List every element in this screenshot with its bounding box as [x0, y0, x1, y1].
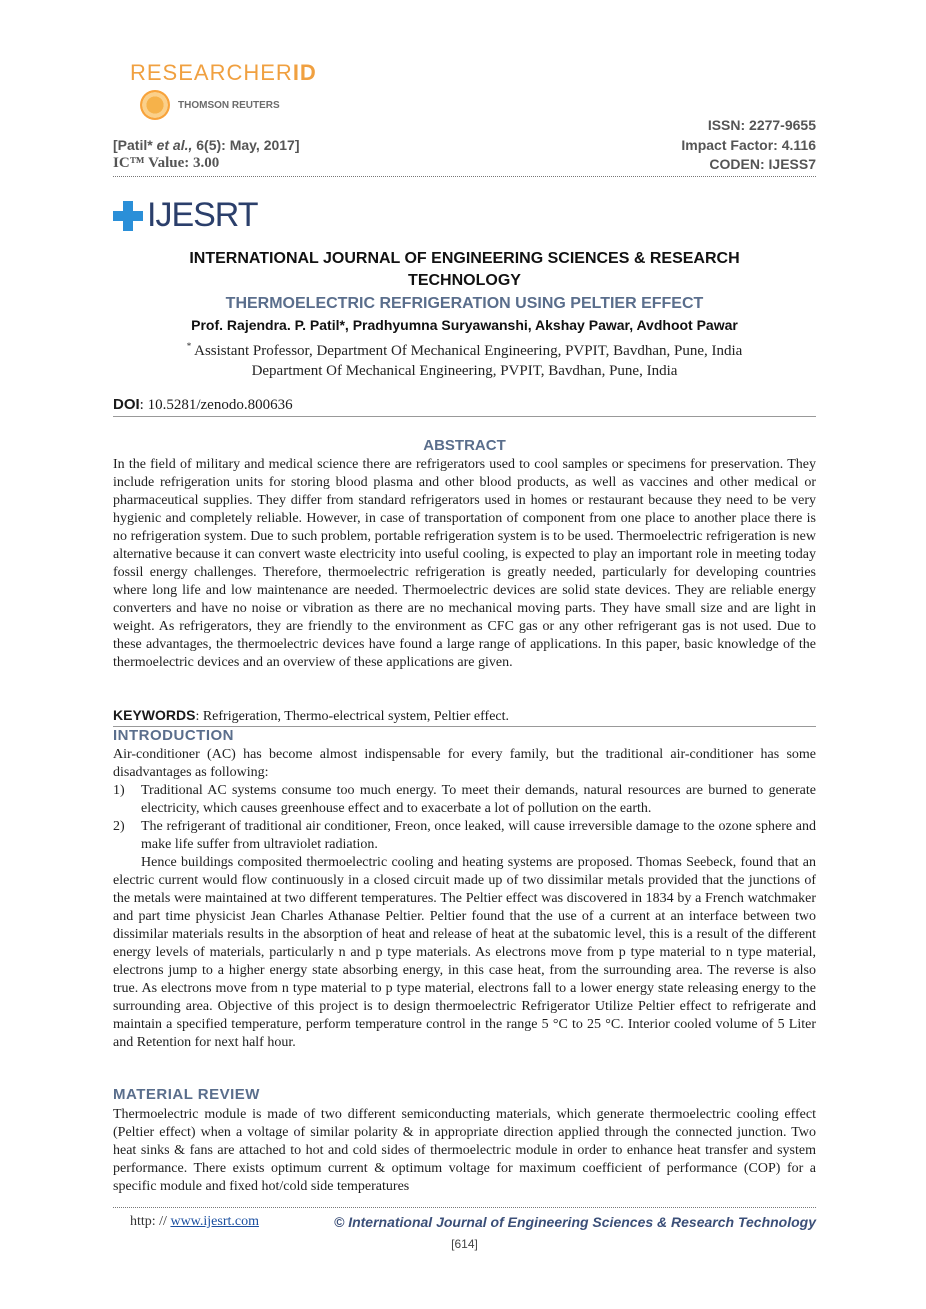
citation: [113, 137, 300, 153]
introduction-paragraph: Hence buildings composited thermoelectric cooling and heating systems are proposed. Thomas Seebeck, found that an electric current would flow continuously in a closed circuit made up of two dissimilar metals provided that the junctions of the metals were maintained at two different temperatures. The Peltier effect was discovered in 1834 by a French watchmaker and part time physicist Jean Charles Athanase Peltier. Peltier found that the use of a current at an interface between two dissimilar materials results in the absorption of heat and release of heat at the subatomic level, this is a result of the different energy levels of materials, particularly n and p type materials. As electrons move from p type material to n type material, electrons jump to a higher energy state absorbing energy, in this case heat, from the surrounding area. The reverse is also true. As electrons move from n type material to p type material, electrons fall to a lower energy state releasing energy to the surrounding area. Objective of this project is to design thermoelectric Refrigerator Utilize Peltier effect to refrigerate and maintain a specified temperature, perform temperature control in the range 5 °C to 25 °C. Interior cooled volume of 5 Liter and Retention for next half hour.: [113, 855, 816, 1050]
journal-website-link[interactable]: www.ijesrt.com: [170, 1214, 259, 1229]
affiliation-2: Department Of Mechanical Engineering, PVPIT, Bavdhan, Pune, India: [251, 363, 678, 379]
thomson-globe-icon: [140, 90, 170, 120]
citation-italic: et al.,: [156, 137, 193, 153]
doi-value: : 10.5281/zenodo.800636: [139, 397, 293, 413]
logo-research-text: RESEARCHER: [130, 60, 293, 85]
impact-factor: Impact Factor: 4.116: [681, 137, 816, 153]
affiliations: [113, 336, 816, 381]
citation-pre: [Patil*: [113, 137, 157, 153]
page-number: [614]: [451, 1237, 478, 1251]
material-review-heading: MATERIAL REVIEW: [113, 1086, 260, 1103]
list-item: [113, 818, 816, 854]
abstract-body: In the field of military and medical science there are refrigerators used to cool samples or specimens for preservation. They include refrigeration units for storing blood plasma and other blood products, as well as vaccines and other medical or pharmaceutical supplies. They differ from standard refrigerators used in homes or restaurant because they need to be very hygienic and completely reliable. However, in case of transportation of component from one place to another place there is no refrigeration system. Due to such problem, portable refrigeration system is to be used. Thermoelectric refrigeration is new alternative because it can convert waste electricity into useful cooling, is expected to play an important role in meeting today fossil energy challenges. Therefore, thermoelectric refrigeration is greatly needed, particularly for developing countries where long life and low maintenance are needed. Thermoelectric devices are solid state devices. They are reliable energy converters and have no noise or vibration as there are no mechanical moving parts. They have small size and are light in weight. As refrigerators, they are friendly to the environment as CFC gas or any other refrigerant gas is not used. Due to these advantages, the thermoelectric devices have found a large range of applications. In this paper, basic knowledge of the thermoelectric devices and an overview of these applications are given.: [113, 457, 816, 670]
affiliation-mark: *: [186, 341, 192, 351]
list-item-number: 1): [113, 783, 125, 798]
brand-name: IJESRT: [147, 196, 258, 234]
list-item-text: Traditional AC systems consume too much energy. To meet their demands, natural resources are burned to generate electricity, which causes greenhouse effect and to exacerbate a lot of pollution on the earth.: [141, 783, 816, 816]
paper-title: THERMOELECTRIC REFRIGERATION USING PELTIER EFFECT: [225, 295, 704, 312]
keywords: [113, 707, 509, 725]
keywords-value: : Refrigeration, Thermo-electrical system, Peltier effect.: [195, 709, 510, 724]
list-item-number: 2): [113, 819, 125, 834]
ic-value: IC™ Value: 3.00: [113, 155, 220, 171]
footer-url-prefix: http: //: [130, 1214, 171, 1229]
journal-name-line2: TECHNOLOGY: [408, 272, 521, 289]
researcherid-logo: [130, 60, 330, 124]
journal-name: [113, 248, 816, 292]
ijesrt-brand: [113, 196, 258, 235]
introduction-list: [113, 782, 816, 854]
footer-copyright: © International Journal of Engineering Sciences & Research Technology: [333, 1214, 816, 1230]
plus-icon: [113, 201, 143, 231]
footer-url: [130, 1214, 259, 1230]
header-divider: [113, 176, 816, 177]
footer-divider: [113, 1207, 816, 1208]
doi-divider: [113, 416, 816, 417]
logo-thomson-text: THOMSON REUTERS: [178, 99, 280, 111]
coden: CODEN: IJESS7: [709, 156, 816, 172]
list-item-text: The refrigerant of traditional air conditioner, Freon, once leaked, will cause irreversible damage to the ozone sphere and make life suffer from ultraviolet radiation.: [141, 819, 816, 852]
authors: Prof. Rajendra. P. Patil*, Pradhyumna Suryawanshi, Akshay Pawar, Avdhoot Pawar: [191, 317, 738, 333]
doi-label: DOI: [113, 396, 140, 413]
abstract-heading: ABSTRACT: [423, 437, 506, 454]
affiliation-1-text: Assistant Professor, Department Of Mechanical Engineering, PVPIT, Bavdhan, Pune, India: [191, 343, 743, 359]
introduction-lead: Air-conditioner (AC) has become almost indispensable for every family, but the traditional air-conditioner has some disadvantages as following:: [113, 747, 816, 780]
keywords-label: KEYWORDS: [113, 707, 196, 723]
doi: [113, 396, 293, 414]
citation-post: 6(5): May, 2017]: [192, 137, 300, 153]
material-review-paragraph: Thermoelectric module is made of two different semiconducting materials, which generate thermoelectric cooling effect (Peltier effect) when a voltage of similar polarity & in appropriate direction applied through the connected junction. Two heat sinks & fans are attached to hot and cold sides of thermoelectric module in order to enhance heat transfer and system performance. There exists optimum current & optimum voltage for maximum coefficient of performance (COP) for a specific module and fixed hot/cold side temperatures: [113, 1107, 816, 1194]
affiliation-1: [113, 336, 816, 361]
introduction-heading: INTRODUCTION: [113, 727, 234, 744]
issn: ISSN: 2277-9655: [707, 117, 816, 133]
journal-name-line1: INTERNATIONAL JOURNAL OF ENGINEERING SCIENCES & RESEARCH: [189, 250, 740, 267]
logo-id-text: ID: [292, 60, 317, 85]
list-item: [113, 782, 816, 818]
